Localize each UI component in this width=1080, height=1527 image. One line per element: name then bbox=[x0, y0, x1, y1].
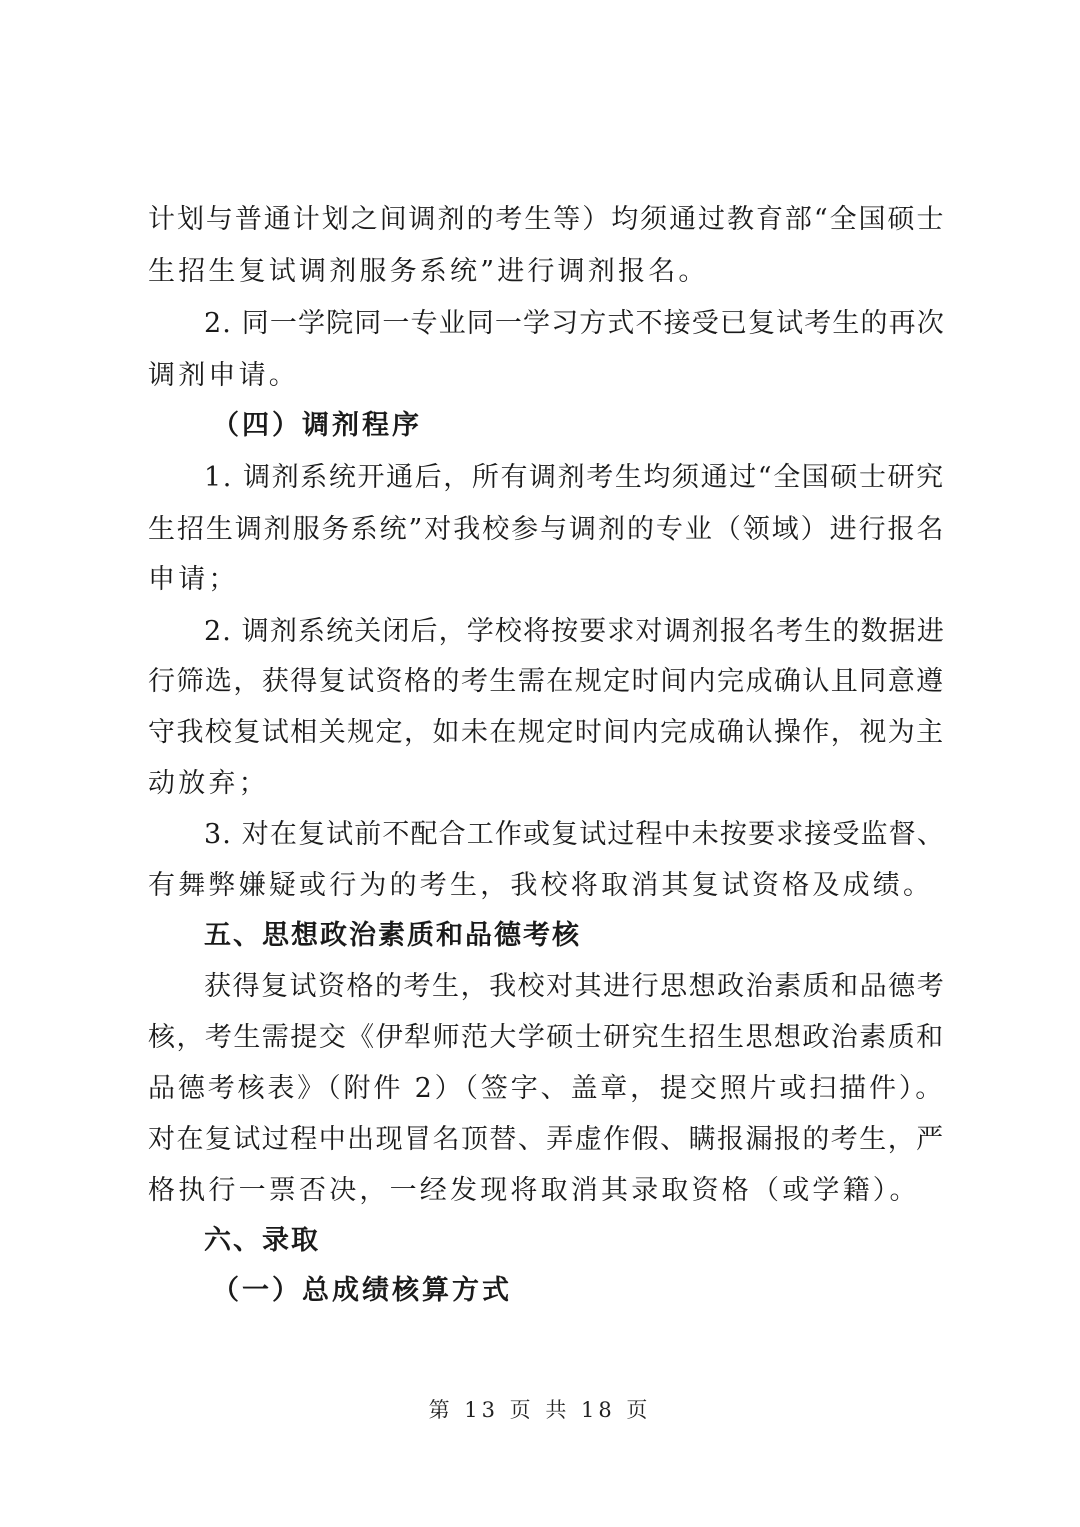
paragraph-line: 2. 同一学院同一专业同一学习方式不接受已复试考生的再次 bbox=[204, 308, 945, 339]
page-number: 第 13 页 共 18 页 bbox=[428, 1398, 652, 1422]
paragraph-line: 对在复试过程中出现冒名顶替、弄虚作假、瞒报漏报的考生，严 bbox=[148, 1124, 945, 1155]
paragraph-line: 行筛选，获得复试资格的考生需在规定时间内完成确认且同意遵 bbox=[148, 666, 945, 697]
section-subheading: （四）调剂程序 bbox=[212, 410, 422, 441]
paragraph-line: 有舞弊嫌疑或行为的考生，我校将取消其复试资格及成绩。 bbox=[148, 870, 934, 901]
paragraph-line: 守我校复试相关规定，如未在规定时间内完成确认操作，视为主 bbox=[148, 717, 945, 748]
paragraph-line: 1. 调剂系统开通后，所有调剂考生均须通过“全国硕士研究 bbox=[204, 462, 945, 493]
paragraph-line: 获得复试资格的考生，我校对其进行思想政治素质和品德考 bbox=[204, 971, 946, 1002]
paragraph-line: 申请； bbox=[148, 564, 239, 595]
section-heading: 六、录取 bbox=[204, 1225, 320, 1256]
paragraph-line: 3. 对在复试前不配合工作或复试过程中未按要求接受监督、 bbox=[204, 819, 945, 850]
section-subheading: （一）总成绩核算方式 bbox=[212, 1275, 512, 1306]
paragraph-line: 格执行一票否决，一经发现将取消其录取资格（或学籍）。 bbox=[148, 1175, 920, 1206]
paragraph-line: 生招生调剂服务系统”对我校参与调剂的专业（领域）进行报名 bbox=[148, 514, 946, 545]
paragraph-line: 生招生复试调剂服务系统”进行调剂报名。 bbox=[148, 256, 709, 287]
paragraph-line: 2. 调剂系统关闭后，学校将按要求对调剂报名考生的数据进 bbox=[204, 616, 945, 647]
paragraph-line: 品德考核表》（附件 2）（签字、盖章，提交照片或扫描件）。 bbox=[148, 1073, 946, 1104]
paragraph-line: 计划与普通计划之间调剂的考生等）均须通过教育部“全国硕士 bbox=[148, 204, 946, 235]
paragraph-line: 调剂申请。 bbox=[148, 360, 299, 391]
paragraph-line: 核，考生需提交《伊犁师范大学硕士研究生招生思想政治素质和 bbox=[148, 1022, 945, 1053]
section-heading: 五、思想政治素质和品德考核 bbox=[204, 920, 581, 951]
paragraph-line: 动放弃； bbox=[148, 768, 269, 799]
